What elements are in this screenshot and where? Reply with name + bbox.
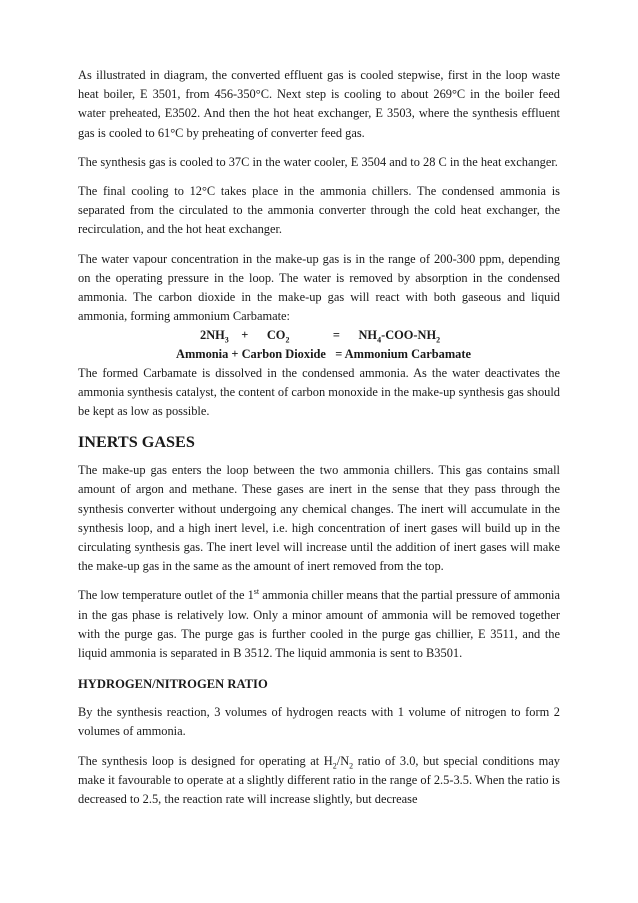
- paragraph-ratio-reaction: By the synthesis reaction, 3 volumes of hydrogen reacts with 1 volume of nitrogen to form 2 volumes of ammonia.: [78, 705, 560, 739]
- section-heading-inerts: INERTS GASES: [78, 433, 195, 452]
- paragraph-final-cooling: The final cooling to 12°C takes place in the ammonia chillers. The condensed ammonia is separated from the circulated to the ammonia converter through the cold heat exchanger, the recirculation, and the hot heat exchanger.: [78, 184, 560, 237]
- paragraph-carbamate: The formed Carbamate is dissolved in the condensed ammonia. As the water deactivates the ammonia synthesis catalyst, the content of carbon monoxide in the make-up synthesis gas should be kept as low as possible.: [78, 365, 560, 419]
- eq-equals-sign: =: [332, 328, 340, 343]
- section-heading-ratio: HYDROGEN/NITROGEN RATIO: [78, 677, 268, 692]
- eq-reactant-ammonia: 2NH: [200, 328, 225, 343]
- eq-product-carbamate: $NH_4-COO-NH_2$: [358, 328, 441, 345]
- chemical-equation-formula: $2NH_3$ + $CO_2$ = $NH_4-COO-NH_2$: [200, 328, 441, 345]
- paragraph-water-cooler: The synthesis gas is cooled to 37C in the water cooler, E 3504 and to 28 C in the heat exchanger.: [78, 154, 558, 169]
- eq-reactant-co2: CO: [266, 328, 286, 343]
- paragraph-cooling-stages: As illustrated in diagram, the converted effluent gas is cooled stepwise, first in the loop waste heat boiler, E 3501, from 456-350°C. Next step is cooling to about 269°C in the boiler feed water preheated, E3502. And then the hot heat exchanger, E 3503, where the synthesis effluent gas is cooled to 61°C by preheating of converter feed gas.: [78, 68, 560, 140]
- paragraph-inerts-intro: The make-up gas enters the loop between the two ammonia chillers. This gas contains small amount of argon and methane. These gases are inert in the sense that they pass through the synthesis converter without undergoing any chemical changes. The inert will accumulate in the synthesis loop, and a high inert level, i.e. high concentration of inert gases will build up in the circulating synthesis gas. The inert level will increase until the addition of inert gases will make the make-up gas in the same as the amount of inert removed from the top.: [78, 463, 560, 574]
- paragraph-ratio-design: The synthesis loop is designed for operating at $H_2/N_2$ ratio of 3.0, but special conditions may make it favourable to operate at a slightly different ratio in the range of 2.5-3.5. When the ratio is decreased to 2.5, the reaction rate will increase slightly, but decrease: [78, 753, 560, 807]
- chemical-equation-words: Ammonia + Carbon Dioxide = Ammonium Carbamate: [176, 347, 471, 362]
- paragraph-inerts-purge: The low temperature outlet of the 1st ammonia chiller means that the partial pressure of ammonia in the gas phase is relatively low. Only a minor amount of ammonia will be removed together with the purge gas. The purge gas is further cooled in the purge gas chillier, E 3511, and the liquid ammonia is separated in B 3512. The liquid ammonia is sent to B3501.: [78, 587, 560, 661]
- eq-plus-sign: +: [241, 328, 249, 343]
- paragraph-water-vapour: The water vapour concentration in the make-up gas is in the range of 200-300 ppm, depending on the operating pressure in the loop. The water is removed by absorption in the condensed ammonia. The carbon dioxide in the make-up gas will react with both gaseous and liquid ammonia, forming ammonium Carbamate:: [78, 251, 560, 324]
